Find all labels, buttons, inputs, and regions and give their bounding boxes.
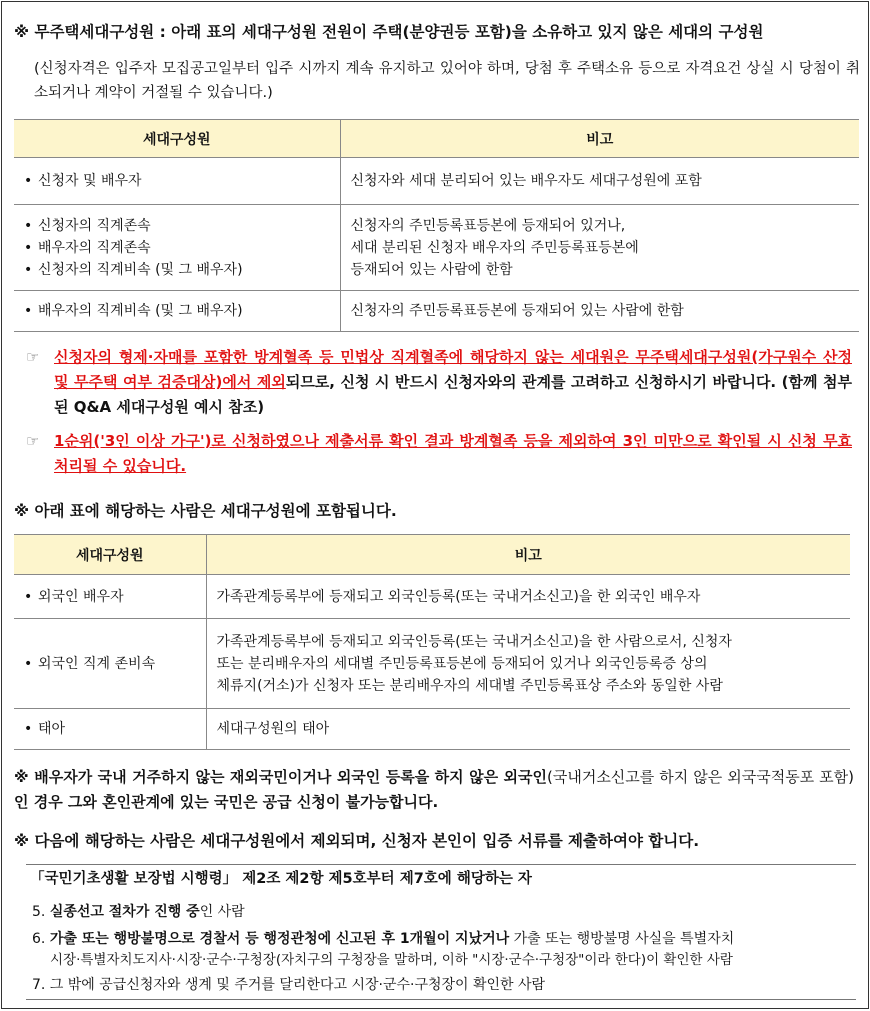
item-text: 가출 또는 행방불명 사실을 특별자치: [509, 931, 735, 947]
members-cell: [14, 619, 206, 709]
note-text: 되므로, 신청 시 반드시 신청자와의 관계를 고려하고 신청하시기 바랍니다. (함께 첨부된 Q&A 세대구성원 예시 참조): [54, 373, 853, 416]
table-row: [14, 291, 859, 332]
table-row: [14, 709, 850, 750]
remark-line: 가족관계등록부에 등재되고 외국인등록(또는 국내거소신고)을 한 사람으로서, 신청자: [216, 633, 732, 650]
pointing-hand-icon: ☞: [26, 432, 40, 450]
bullet-icon: •: [24, 261, 33, 278]
item-number: 5.: [32, 904, 46, 920]
item-bold-text: 가출 또는 행방불명으로 경찰서 등 행정관청에 신고된 후 1개월이 지났거나: [49, 931, 510, 947]
household-members-table: [14, 119, 859, 332]
included-members-table: [14, 534, 850, 750]
remarks-cell: [206, 619, 850, 709]
divider-top: [26, 864, 856, 865]
member-label: 배우자의 직계비속 (및 그 배우자): [38, 303, 243, 319]
exclusion-item-6-continuation: 시장·특별자치도지사·시장·군수·구청장(자치구의 구청장을 말하며, 이하 "시장·군수·구청장"이라 한다)이 확인한 사람: [50, 952, 733, 968]
member-label: 신청자의 직계존속: [38, 217, 151, 234]
table-row: [14, 205, 859, 291]
warning-text-red: 신청자의 형제·자매를 포함한 방계혈족 등 민법상 직계혈족에 해당하지 않는 세대원은 무주택세대구성원(가구원수 산정 및 무주택 여부 검증대상)에서 제외: [54, 348, 852, 391]
members-cell: [14, 158, 340, 205]
remark-line: 체류지(거소)가 신청자 또는 분리배우자의 세대별 주민등록표상 주소와 동일한 사람: [216, 677, 723, 694]
column-header-remarks: 비고: [340, 120, 859, 158]
section-heading-homeless-household: ※ 무주택세대구성원 : 아래 표의 세대구성원 전원이 주택(분양권등 포함)을 소유하고 있지 않은 세대의 구성원: [14, 23, 764, 41]
remark-line: 세대 분리된 신청자 배우자의 주민등록표등본에: [350, 239, 639, 256]
bullet-icon: •: [24, 173, 33, 189]
table-row: [14, 575, 850, 619]
remark-line: 신청자와 세대 분리되어 있는 배우자도 세대구성원에 포함: [350, 173, 702, 189]
remark-line: 신청자의 주민등록표등본에 등재되어 있는 사람에 한함: [350, 303, 684, 319]
exclusion-law-title: 「국민기초생활 보장법 시행령」 제2조 제2항 제5호부터 제7호에 해당하는 자: [30, 871, 532, 887]
remark-line: 세대구성원의 태아: [216, 721, 330, 737]
foreign-spouse-restriction-note: [14, 765, 854, 815]
remarks-cell: [206, 709, 850, 750]
warning-text-red: 1순위('3인 이상 가구')로 신청하였으나 제출서류 확인 결과 방계혈족 등을 제외하여 3인 미만으로 확인될 시 신청 무효 처리될 수 있습니다.: [54, 432, 852, 475]
remark-line: 가족관계등록부에 등재되고 외국인등록(또는 국내거소신고)을 한 외국인 배우자: [216, 588, 701, 605]
bullet-icon: •: [24, 721, 33, 737]
restriction-bold-text: ※ 배우자가 국내 거주하지 않는 재외국민이거나 외국인 등록을 하지 않은 외국인: [14, 768, 547, 786]
bullet-icon: •: [24, 655, 33, 672]
divider-bottom: [26, 999, 856, 1000]
collateral-relatives-note: [26, 345, 852, 420]
column-header-members: 세대구성원: [14, 120, 340, 158]
member-label: 외국인 배우자: [38, 588, 124, 605]
member-label: 신청자 및 배우자: [38, 173, 142, 189]
invalid-application-note: [26, 429, 852, 479]
table-row: [14, 158, 859, 205]
exclusion-item-7: [32, 975, 545, 996]
remarks-cell: [340, 291, 859, 332]
remark-line: 등재되어 있는 사람에 한함: [350, 261, 513, 278]
remark-line: 또는 분리배우자의 세대별 주민등록표등본에 등재되어 있거나 외국인등록증 상의: [216, 655, 708, 672]
member-label: 외국인 직계 존비속: [38, 655, 156, 672]
bullet-icon: •: [24, 588, 33, 605]
remarks-cell: [206, 575, 850, 619]
table-header-row: [14, 120, 859, 158]
bullet-icon: •: [24, 239, 33, 256]
members-cell: [14, 709, 206, 750]
exclusion-item-5: [32, 902, 245, 923]
member-label: 배우자의 직계존속: [38, 239, 151, 256]
remarks-cell: [340, 205, 859, 291]
restriction-normal-text: (국내거소신고를 하지 않은 외국국적동포 포함): [547, 768, 854, 786]
member-label: 태아: [38, 721, 66, 737]
table-row: [14, 619, 850, 709]
table-header-row: [14, 535, 850, 575]
members-cell: [14, 575, 206, 619]
remark-line: 신청자의 주민등록표등본에 등재되어 있거나,: [350, 217, 626, 234]
item-text: 그 밖에 공급신청자와 생계 및 주거를 달리한다고 시장·군수·구청장이 확인한 사람: [49, 977, 546, 993]
members-cell: [14, 291, 340, 332]
document-page: [1, 1, 869, 1009]
section-heading-included-members: ※ 아래 표에 해당하는 사람은 세대구성원에 포함됩니다.: [14, 502, 397, 520]
item-number: 7.: [32, 977, 46, 993]
pointing-hand-icon: ☞: [26, 348, 40, 366]
bullet-icon: •: [24, 303, 33, 319]
bullet-icon: •: [24, 217, 33, 234]
remarks-cell: [340, 158, 859, 205]
column-header-remarks: 비고: [206, 535, 850, 575]
restriction-bold-text: 인 경우 그와 혼인관계에 있는 국민은 공급 신청이 불가능합니다.: [14, 793, 439, 811]
item-number: 6.: [32, 931, 46, 947]
members-cell: [14, 205, 340, 291]
eligibility-note: (신청자격은 입주자 모집공고일부터 입주 시까지 계속 유지하고 있어야 하며, 당첨 후 주택소유 등으로 자격요건 상실 시 당첨이 취소되거나 계약이 거절될 수 있습니다.): [34, 61, 860, 101]
section-heading-excluded-members: ※ 다음에 해당하는 사람은 세대구성원에서 제외되며, 신청자 본인이 입증 서류를 제출하여야 합니다.: [14, 832, 700, 850]
member-label: 신청자의 직계비속 (및 그 배우자): [38, 261, 243, 278]
exclusion-item-6: [32, 929, 852, 950]
item-bold-text: 실종선고 절차가 진행 중: [49, 904, 200, 920]
column-header-members: 세대구성원: [14, 535, 206, 575]
item-text: 인 사람: [199, 904, 245, 920]
